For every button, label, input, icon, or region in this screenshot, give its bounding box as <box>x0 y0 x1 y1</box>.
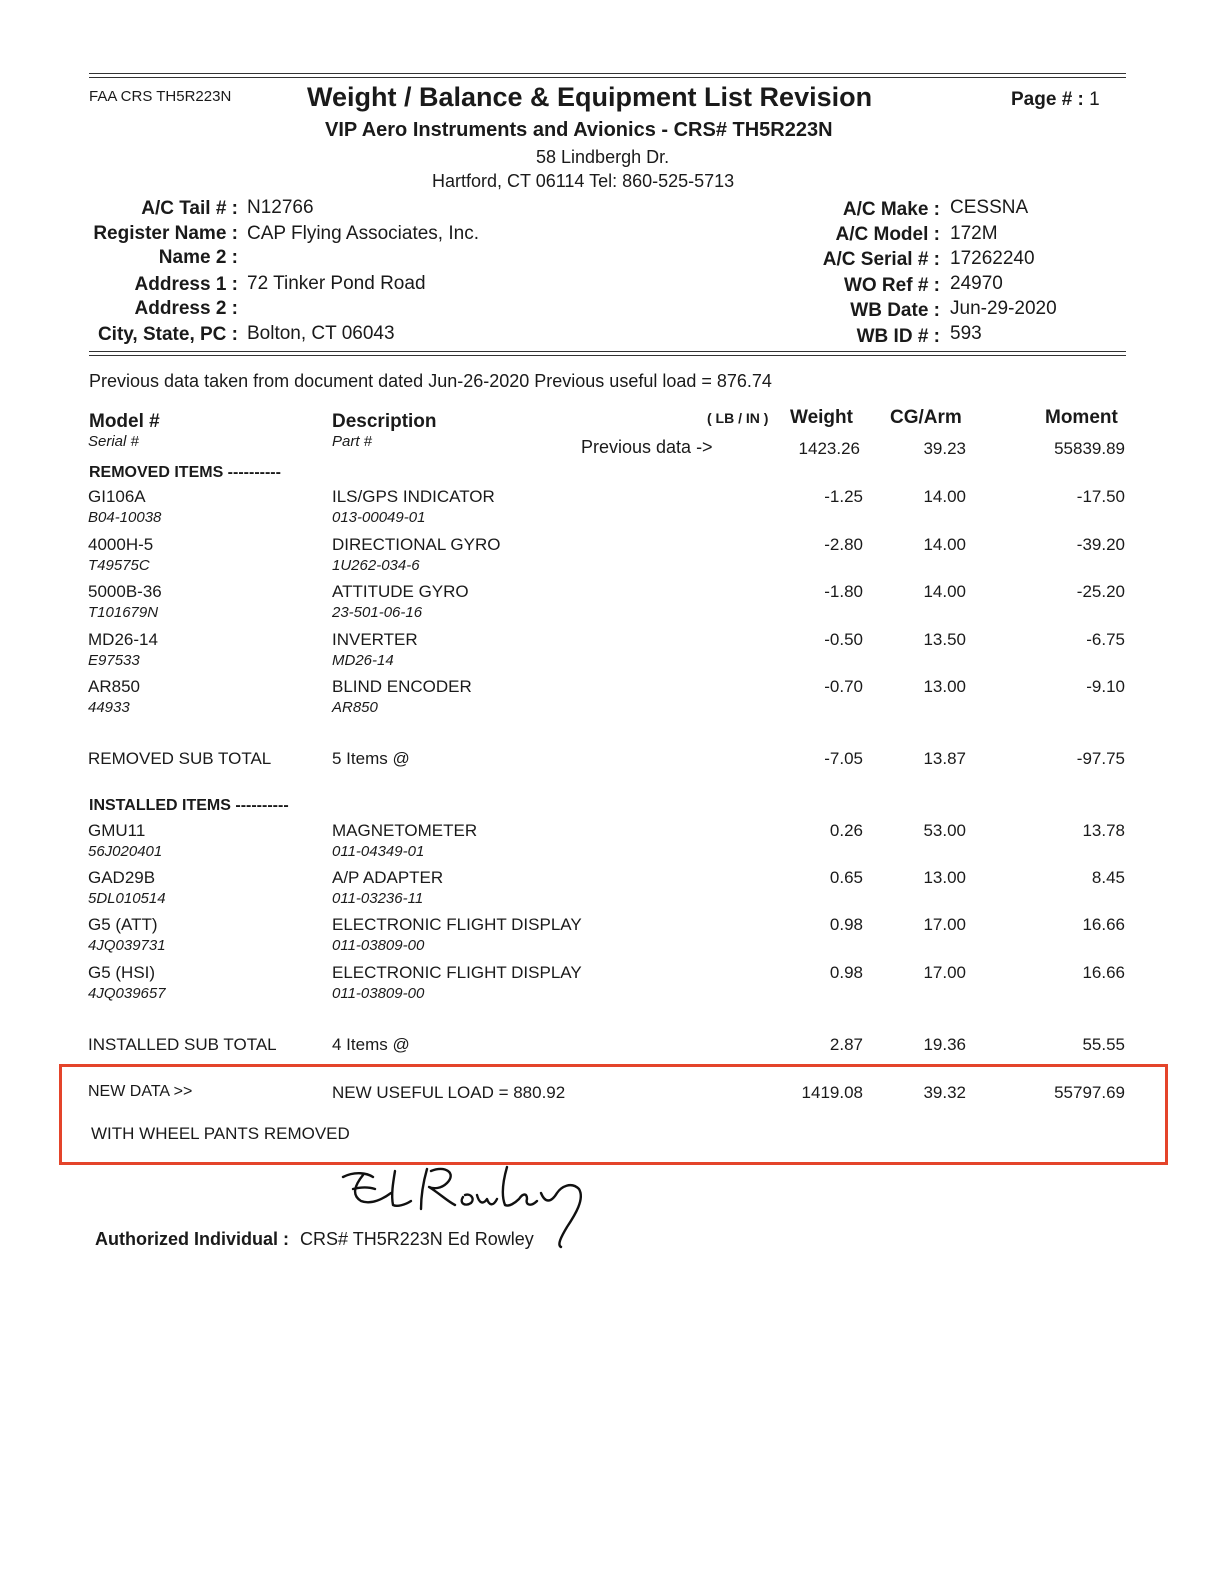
wo-ref-label: WO Ref # : <box>843 275 940 296</box>
item-model: MD26-14 <box>88 630 158 649</box>
wb-id-value: 593 <box>950 323 982 344</box>
item-weight: -1.80 <box>824 582 863 601</box>
wb-date-label: WB Date : <box>850 300 940 321</box>
authorized-value: CRS# TH5R223N Ed Rowley <box>300 1229 534 1249</box>
removed-subtotal-weight: -7.05 <box>824 749 863 768</box>
address1-label: Address 1 : <box>134 274 238 295</box>
item-moment: 16.66 <box>1082 963 1125 982</box>
address2-label: Address 2 : <box>134 298 238 319</box>
item-cg: 53.00 <box>923 821 966 840</box>
item-weight: 0.26 <box>829 821 863 840</box>
column-model: Model # <box>89 411 160 432</box>
column-cgarm: CG/Arm <box>890 407 962 428</box>
company-line: VIP Aero Instruments and Avionics - CRS# TH5R223N <box>325 119 833 141</box>
item-cg: 17.00 <box>923 963 966 982</box>
register-name-value: CAP Flying Associates, Inc. <box>247 223 479 244</box>
item-moment: -39.20 <box>1076 535 1125 554</box>
item-description: ELECTRONIC FLIGHT DISPLAY <box>332 915 582 934</box>
new-data-note: WITH WHEEL PANTS REMOVED <box>91 1124 350 1143</box>
item-part: 011-03809-00 <box>332 985 425 1002</box>
item-serial: 5DL010514 <box>88 890 166 907</box>
address1-value: 72 Tinker Pond Road <box>247 273 426 294</box>
item-model: GAD29B <box>88 868 156 887</box>
column-units: ( LB / IN ) <box>707 410 769 426</box>
column-moment: Moment <box>1045 407 1118 428</box>
item-cg: 17.00 <box>923 915 966 934</box>
item-part: 011-04349-01 <box>332 843 425 860</box>
ac-serial-label: A/C Serial # : <box>822 249 940 270</box>
item-serial: E97533 <box>88 652 140 669</box>
item-description: ATTITUDE GYRO <box>332 582 469 601</box>
new-moment: 55797.69 <box>1054 1083 1125 1102</box>
item-model: 4000H-5 <box>88 535 154 554</box>
ac-serial-value: 17262240 <box>950 248 1035 269</box>
new-data-label: NEW DATA >> <box>88 1083 193 1100</box>
item-cg: 13.00 <box>923 868 966 887</box>
ac-model-value: 172M <box>950 223 998 244</box>
removed-subtotal-count: 5 Items @ <box>332 749 410 768</box>
item-weight: 0.98 <box>829 915 863 934</box>
item-serial: B04-10038 <box>88 509 162 526</box>
item-cg: 14.00 <box>923 535 966 554</box>
page-number: 1 <box>1089 89 1100 110</box>
ac-make-value: CESSNA <box>950 197 1029 218</box>
item-description: A/P ADAPTER <box>332 868 444 887</box>
item-moment: 16.66 <box>1082 915 1125 934</box>
authorized-label: Authorized Individual : <box>95 1229 289 1249</box>
item-part: 013-00049-01 <box>332 509 426 526</box>
company-street: 58 Lindbergh Dr. <box>536 147 670 167</box>
new-data-highlight <box>59 1064 1168 1165</box>
item-weight: -0.70 <box>824 677 863 696</box>
installed-subtotal-weight: 2.87 <box>829 1035 863 1054</box>
removed-subtotal-moment: -97.75 <box>1076 749 1125 768</box>
previous-cg: 39.23 <box>923 439 966 458</box>
item-serial: 56J020401 <box>88 843 163 860</box>
new-cg: 39.32 <box>923 1083 966 1102</box>
item-model: G5 (ATT) <box>88 915 158 934</box>
city-state-label: City, State, PC : <box>97 324 238 345</box>
removed-subtotal-cg: 13.87 <box>923 749 966 768</box>
installed-subtotal-count: 4 Items @ <box>332 1035 410 1054</box>
item-model: AR850 <box>88 677 140 696</box>
item-serial: 4JQ039731 <box>88 937 166 954</box>
new-useful-load: NEW USEFUL LOAD = 880.92 <box>332 1083 566 1102</box>
item-part: 1U262-034-6 <box>332 557 420 574</box>
tail-number-label: A/C Tail # : <box>141 198 238 219</box>
item-part: 23-501-06-16 <box>332 604 423 621</box>
item-description: ILS/GPS INDICATOR <box>332 487 495 506</box>
column-weight: Weight <box>790 407 853 428</box>
previous-weight: 1423.26 <box>798 439 860 458</box>
item-moment: -25.20 <box>1076 582 1125 601</box>
tail-number-value: N12766 <box>247 197 314 218</box>
item-moment: 8.45 <box>1091 868 1125 887</box>
item-description: ELECTRONIC FLIGHT DISPLAY <box>332 963 582 982</box>
page-number-block <box>1011 89 1100 111</box>
item-description: INVERTER <box>332 630 418 649</box>
document-title: Weight / Balance & Equipment List Revision <box>307 82 873 112</box>
item-part: MD26-14 <box>332 652 394 669</box>
ac-make-label: A/C Make : <box>842 199 940 220</box>
item-model: GMU11 <box>88 821 146 840</box>
item-model: GI106A <box>88 487 146 506</box>
installed-subtotal-cg: 19.36 <box>923 1035 966 1054</box>
item-cg: 14.00 <box>923 487 966 506</box>
installed-subtotal-moment: 55.55 <box>1082 1035 1125 1054</box>
item-weight: 0.98 <box>829 963 863 982</box>
item-serial: T101679N <box>88 604 159 621</box>
item-moment: -17.50 <box>1076 487 1125 506</box>
authorized-individual-block <box>95 1229 534 1250</box>
item-cg: 14.00 <box>923 582 966 601</box>
column-part: Part # <box>332 433 373 450</box>
item-weight: 0.65 <box>829 868 863 887</box>
item-serial: 44933 <box>88 699 130 716</box>
item-model: G5 (HSI) <box>88 963 156 982</box>
item-moment: 13.78 <box>1082 821 1125 840</box>
item-moment: -6.75 <box>1086 630 1125 649</box>
city-state-value: Bolton, CT 06043 <box>247 323 395 344</box>
item-serial: 4JQ039657 <box>88 985 166 1002</box>
column-description: Description <box>332 411 437 432</box>
item-cg: 13.50 <box>923 630 966 649</box>
removed-subtotal-label: REMOVED SUB TOTAL <box>88 749 272 768</box>
installed-items-heading: INSTALLED ITEMS ---------- <box>89 797 289 814</box>
item-description: BLIND ENCODER <box>332 677 472 696</box>
wo-ref-value: 24970 <box>950 273 1003 294</box>
item-cg: 13.00 <box>923 677 966 696</box>
faa-crs-label: FAA CRS TH5R223N <box>89 88 232 105</box>
column-serial: Serial # <box>88 433 139 450</box>
register-name-label: Register Name : <box>93 223 238 244</box>
ac-model-label: A/C Model : <box>835 224 940 245</box>
installed-subtotal-label: INSTALLED SUB TOTAL <box>88 1035 277 1054</box>
item-weight: -0.50 <box>824 630 863 649</box>
item-weight: -1.25 <box>824 487 863 506</box>
name2-label: Name 2 : <box>158 247 238 268</box>
item-description: MAGNETOMETER <box>332 821 478 840</box>
item-weight: -2.80 <box>824 535 863 554</box>
item-model: 5000B-36 <box>88 582 162 601</box>
item-part: 011-03809-00 <box>332 937 425 954</box>
previous-data-note: Previous data taken from document dated Jun-26-2020 Previous useful load = 876.74 <box>89 371 772 391</box>
company-city-phone: Hartford, CT 06114 Tel: 860-525-5713 <box>432 171 735 191</box>
removed-items-heading: REMOVED ITEMS ---------- <box>89 464 281 481</box>
item-moment: -9.10 <box>1086 677 1125 696</box>
item-part: 011-03236-11 <box>332 890 424 907</box>
item-description: DIRECTIONAL GYRO <box>332 535 501 554</box>
previous-moment: 55839.89 <box>1054 439 1125 458</box>
page-number-label: Page # : <box>1011 89 1084 110</box>
item-part: AR850 <box>332 699 378 716</box>
item-serial: T49575C <box>88 557 150 574</box>
wb-id-label: WB ID # : <box>856 326 940 347</box>
wb-date-value: Jun-29-2020 <box>950 298 1057 319</box>
previous-data-label: Previous data -> <box>581 437 713 457</box>
new-weight: 1419.08 <box>801 1083 863 1102</box>
